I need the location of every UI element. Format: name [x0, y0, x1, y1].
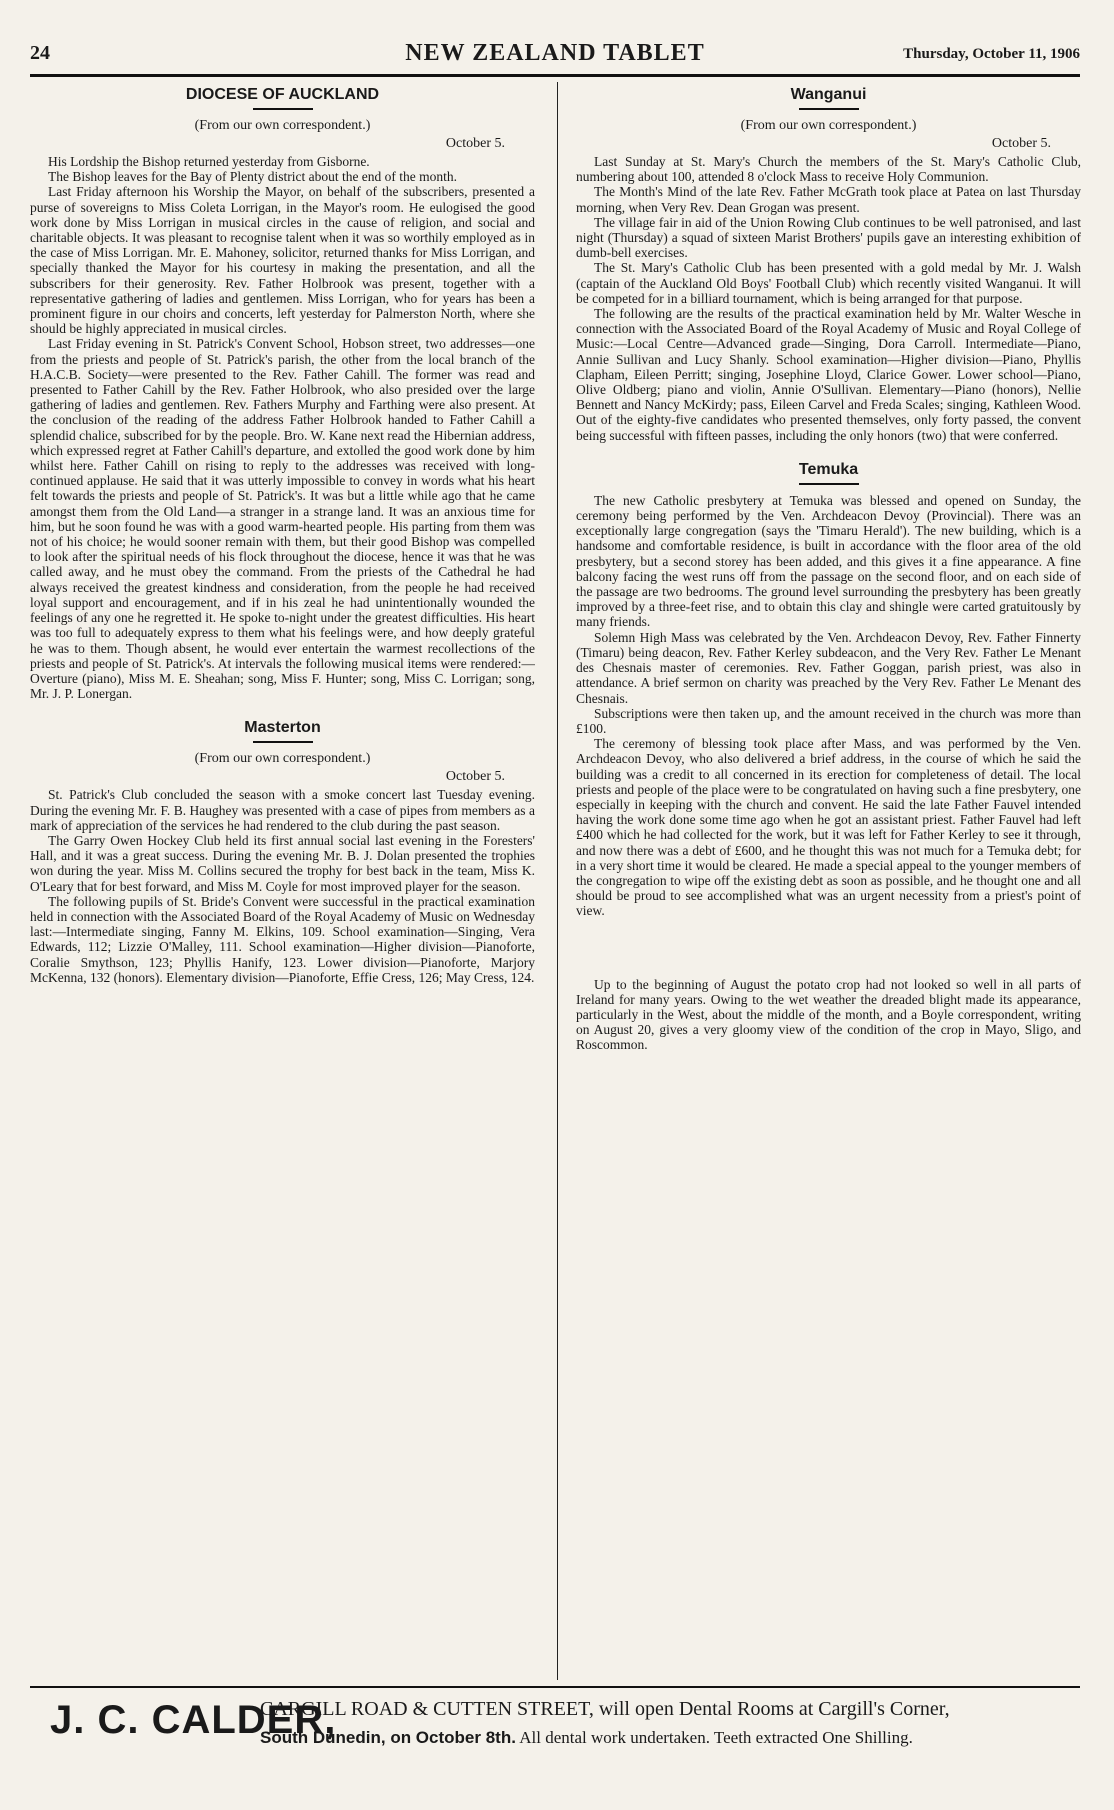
heading-rule: [799, 108, 859, 110]
article-paragraph: St. Patrick's Club concluded the season with a smoke concert last Tuesday evening. During the evening Mr. F. B. Haughey was presented with a case of pipes from members as a mark of appreciation of the services he had rendered to the club during the past season.: [30, 787, 535, 833]
heading-rule: [253, 741, 313, 743]
heading-rule: [253, 108, 313, 110]
article-paragraph: His Lordship the Bishop returned yesterday from Gisborne.: [48, 154, 370, 169]
masterton-correspondent: (From our own correspondent.): [194, 751, 371, 767]
article-paragraph: The St. Mary's Catholic Club has been presented with a gold medal by Mr. J. Walsh (captain of the Auckland Old Boys' Football Club) which recently visited Wanganui. It will be competed for in a billiard tournament, which is being arranged for that purpose.: [576, 260, 1081, 306]
masterton-section: [30, 719, 535, 985]
temuka-heading: Temuka: [798, 460, 859, 478]
advert-name: J. C. CALDER,: [50, 1698, 337, 1742]
article-paragraph: The following are the results of the practical examination held by Mr. Walter Wesche in connection with the Associated Board of the Royal Academy of Music and Royal College of Music:—Local Centre—Advanced grade—Singing, Dora Carroll. Intermediate—Piano, Annie Sullivan and Lucy Shanly. School examination—Higher division—Piano, Phyllis Clapham, Eileen Perritt; singing, Josephine Lloyd, Clarice Gower. Lower school—Piano, Olive Oldberg; piano and violin, Annie O'Sullivan. Elementary—Piano (honors), Nellie Bennett and Nancy McKirdy; pass, Eileen Carvel and Freda Scales; singing, Kathleen Wood. Out of the eighty-five candidates who presented themselves, only forty passed, the convent being successful with fifteen passes, including the only honors (two) that were conferred.: [576, 306, 1081, 443]
advert-line-2: [260, 1728, 913, 1748]
masterton-heading: Masterton: [244, 719, 321, 737]
newspaper-title: NEW ZEALAND TABLET: [405, 40, 705, 66]
article-paragraph: The Bishop leaves for the Bay of Plenty district about the end of the month.: [48, 169, 458, 185]
article-paragraph: Last Sunday at St. Mary's Church the members of the St. Mary's Catholic Club, numbering about 100, attended 8 o'clock Mass to receive Holy Communion.: [576, 154, 1081, 185]
article-paragraph: Solemn High Mass was celebrated by the Ven. Archdeacon Devoy, Rev. Father Finnerty (Timaru) being deacon, Rev. Father Kerley subdeacon, and the Very Rev. Father Le Menant des Chesnais master of ceremonies. Rev. Father Goggan, parish priest, was also in attendance. A brief sermon on charity was preached by the Very Rev. Father Le Menant des Chesnais.: [576, 629, 1081, 706]
issue-date: Thursday, October 11, 1906: [903, 46, 1080, 62]
masthead: [30, 40, 1080, 77]
temuka-section: [576, 461, 1081, 919]
heading-rule: [799, 483, 859, 485]
article-paragraph: Subscriptions were then taken up, and the amount received in the church was more than £100.: [576, 705, 1081, 736]
wanganui-section: [576, 86, 1081, 443]
article-paragraph: The village fair in aid of the Union Rowing Club continues to be well patronised, and last night (Thursday) a squad of sixteen Marist Brothers' pupils gave an interesting exhibition of dumb-bell exercises.: [576, 214, 1081, 261]
potato-section: [576, 977, 1081, 1053]
section-gap: [576, 937, 1081, 977]
wanganui-date: October 5.: [991, 136, 1051, 151]
wanganui-heading: Wanganui: [790, 86, 867, 103]
wanganui-correspondent: (From our own correspondent.): [740, 118, 917, 133]
article-paragraph: The Month's Mind of the late Rev. Father McGrath took place at Patea on last Thursday morning, when Very Rev. Dean Grogan was present.: [576, 184, 1081, 215]
article-paragraph: The following pupils of St. Bride's Convent were successful in the practical examination held in connection with the Associated Board of the Royal Academy of Music on Wednesday last:—Intermediate singing, Fanny M. Elkins, 109. School examination—Singing, Vera Edwards, 112; Lizzie O'Malley, 111. School examination—Higher division—Pianoforte, Coralie Smythson, 123; Phyllis Hanify, 123. Lower division—Pianoforte, Marjory McKenna, 132 (honors). Elementary division—Pianoforte, Effie Cress, 126; May Cress, 124.: [30, 893, 535, 985]
article-paragraph: The Garry Owen Hockey Club held its first annual social last evening in the Foresters' Hall, and it was a great success. During the evening Mr. B. J. Dolan presented the trophies won during the year. Miss M. Collins secured the trophy for best back in the team, Miss K. O'Leary that for best forward, and Miss M. Coyle for most improved player for the season.: [30, 832, 535, 894]
advert-line-1: CARGILL ROAD & CUTTEN STREET, will open Dental Rooms at Cargill's Corner,: [260, 1698, 950, 1720]
article-paragraph: The ceremony of blessing took place after Mass, and was performed by the Ven. Archdeacon Devoy, who also delivered a brief address, in the course of which he said the building was a credit to all concerned in its erection for completeness of detail. The local priests and people of the place were to be congratulated on having such a fine presbytery, one especially in keeping with the church and convent. He said the late Father Fauvel intended having the work done some time ago when he got an assistant priest. Father Fauvel had left £400 which he had collected for the work, but it was left for Father Kerley to see it through, and now there was a debt of £600, and he thought this was not much for a Temuka debt; for in a very short time it would be cleared. He made a special appeal to the younger members of the congregation to wipe off the existing debt as soon as possible, and he thought one and all should be proud to see accomplished what was an urgent necessity from a priest's point of view.: [576, 736, 1081, 919]
auckland-correspondent: (From our own correspondent.): [194, 118, 371, 133]
auckland-heading: DIOCESE OF AUCKLAND: [185, 86, 380, 103]
advert-line-2-bold: South Dunedin, on October 8th.: [260, 1728, 516, 1747]
article-paragraph: Last Friday afternoon his Worship the Mayor, on behalf of the subscribers, presented a purse of sovereigns to Miss Coleta Lorrigan, in the Mayor's room. He eulogised the good work done by Miss Lorrigan in musical circles in the cause of religion, and social and charitable objects. It was pleasant to recognise talent when it was so worthily employed as in the case of Miss Lorrigan. Mr. E. Mahoney, solicitor, returned thanks for Miss Lorrigan, and specially thanked the Mayor for his courtesy in making the presentation, and all the subscribers for their generosity. Rev. Father Holbrook was present, together with a representative gathering of ladies and gentlemen. Miss Lorrigan, who for years has been a prominent figure in our choirs and concerts, left yesterday for Palmerston North, where she should be highly appreciated in musical circles.: [30, 184, 535, 337]
masterton-date: October 5.: [445, 769, 505, 785]
calder-advert: [30, 1686, 1080, 1758]
auckland-section: [30, 86, 535, 701]
article-paragraph: The new Catholic presbytery at Temuka was blessed and opened on Sunday, the ceremony being performed by the Ven. Archdeacon Devoy (Provincial). There was an exceptionally large congregation (says the 'Timaru Herald'). The new building, which is a handsome and comfortable residence, is built in accordance with the floor area of the old presbytery, but a second storey has been added, and this gives it a fine appearance. A fine balcony facing the west runs off from the passage on the second floor, and on each side of the passage are two bedrooms. The ground level surrounding the presbytery has been greatly improved by a three-feet rise, and to obtain this clay and shingle were carted gratuitously by many friends.: [576, 492, 1081, 630]
article-paragraph: Up to the beginning of August the potato crop had not looked so well in all parts of Ireland for many years. Owing to the wet weather the dreaded blight made its appearance, particularly in the West, about the middle of the month, and a Boyle correspondent, writing on August 20, gives a very gloomy view of the condition of the crop in Mayo, Sligo, and Roscommon.: [576, 976, 1081, 1053]
page-number: 24: [30, 42, 50, 64]
column-divider: [557, 82, 558, 1680]
article-paragraph: Last Friday evening in St. Patrick's Convent School, Hobson street, two addresses—one from the priests and people of St. Patrick's parish, the other from the local branch of the H.A.C.B. Society—were presented to the Rev. Father Cahill. The former was read and presented to Father Cahill by the Rev. Father Holbrook, who also presided over the large gathering of ladies and gentlemen. Rev. Fathers Murphy and Farthing were also present. At the conclusion of the reading of the address Father Holbrook handed to Father Cahill a splendid chalice, subscribed for by the people. Bro. W. Kane next read the Hibernian address, which expressed regret at Father Cahill's departure, and extolled the good work done by him whilst here. Father Cahill on rising to reply to the addresses was received with long-continued applause. He said that it was utterly impossible to convey in words what his heart felt towards the priests and people of St. Patrick's. It was but a little while ago that he came amongst them from the Old Land—a stranger in a strange land. It was an anxious time for him, but he soon found he was with a good warm-hearted people. His parting from them was not of his choice; he would sooner remain with them, but their good Bishop was compelled to look after the spiritual needs of his flock throughout the diocese, hence it was that he was called away, and he must obey the command. From the priests of the Cathedral he had always received the greatest kindness and consideration, from the people he had received loyal support and encouragement, and if in his zeal he had unintentionally wounded the feelings of any one he regretted it. He spoke to-night under the greatest difficulties. His heart was too full to adequately express to them what his feelings were, and how deeply grateful he was to them. Though absent, he would ever entertain the warmest recollections of the priests and people of St. Patrick's. At intervals the following musical items were rendered:—Overture (piano), Miss M. E. Sheahan; song, Miss F. Hunter; song, Miss C. Lorrigan; song, Mr. J. P. Lonergan.: [30, 336, 535, 702]
auckland-date: October 5.: [445, 136, 505, 151]
right-column: [576, 86, 1081, 1676]
left-column: [30, 86, 535, 1676]
advert-line-2-rest: All dental work undertaken. Teeth extracted One Shilling.: [515, 1728, 913, 1747]
